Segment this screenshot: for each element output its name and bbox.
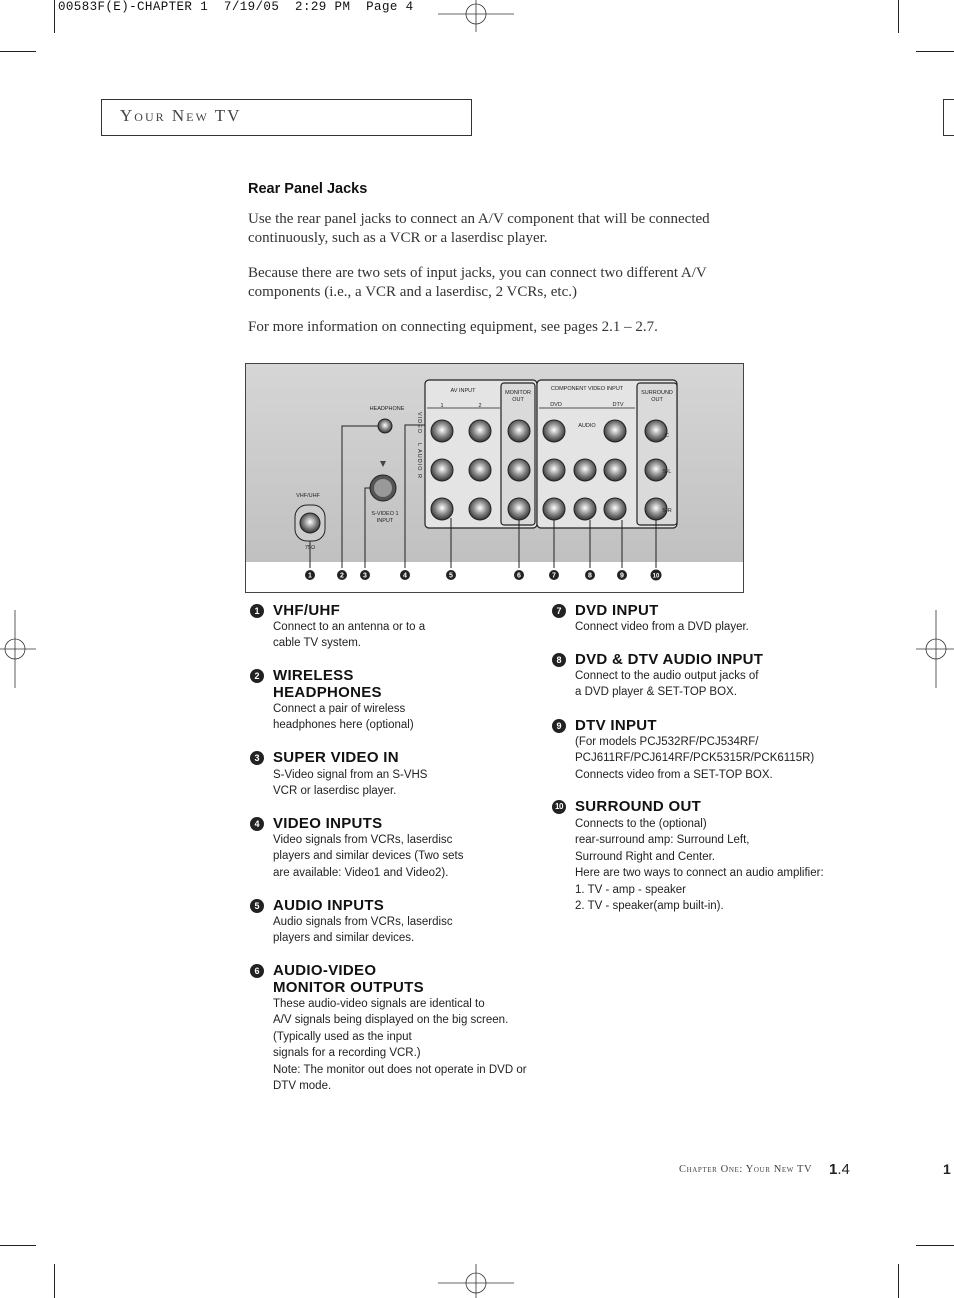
label-surround-out: OUT: [651, 397, 663, 403]
callout-5: 5: [449, 572, 453, 580]
page-minor: .4: [837, 1161, 850, 1178]
callout-9: 9: [620, 572, 624, 580]
item-title: DTV INPUT: [575, 717, 657, 734]
item-number: 5: [250, 899, 264, 913]
callout-badges: [305, 570, 662, 581]
callout-2: 2: [340, 572, 344, 580]
label-c: C: [665, 433, 669, 439]
thumb-tab: [943, 99, 954, 136]
item-body: Connect to an antenna or to a cable TV system.: [273, 621, 426, 650]
item-title: SURROUND OUT: [575, 798, 702, 815]
callout-7: 7: [552, 572, 556, 580]
label-svideo-input: INPUT: [376, 518, 394, 524]
item-title: SUPER VIDEO IN: [273, 749, 399, 766]
label-svideo: S-VIDEO 1: [371, 511, 399, 517]
label-vhf-uhf: VHF/UHF: [296, 493, 320, 499]
callout-8: 8: [588, 572, 592, 580]
label-av1: 1: [440, 403, 444, 409]
item-body: Audio signals from VCRs, laserdisc players and similar devices.: [273, 916, 453, 945]
item-number: 1: [250, 604, 264, 618]
callout-6: 6: [517, 572, 521, 580]
headphone-jack: [378, 419, 392, 433]
label-surround: SURROUND: [641, 390, 673, 396]
label-sr: S-R: [662, 508, 672, 514]
callout-3: 3: [363, 572, 367, 580]
item-title: VIDEO INPUTS: [273, 815, 383, 832]
item-title: AUDIO INPUTS: [273, 897, 385, 914]
item-title: DVD & DTV AUDIO INPUT: [575, 651, 764, 668]
callout-10: 10: [652, 573, 660, 580]
callout-4: 4: [403, 572, 407, 580]
paragraph: Because there are two sets of input jacks, you can connect two different A/V components (i.e., a VCR and a laserdisc, 2 VCRs, etc.): [248, 265, 707, 300]
item-number: 4: [250, 817, 264, 831]
item-title: VHF/UHF: [273, 602, 341, 619]
item-body: These audio-video signals are identical to A/V signals being displayed on the big screen. (Typically used as the input signals for a recording VCR.) Note: The monitor out does not operate in DVD or DTV mode.: [273, 998, 527, 1093]
label-sl: S-L: [662, 469, 672, 475]
label-monitor: MONITOR: [505, 390, 531, 396]
label-dvd: DVD: [550, 402, 562, 408]
label-component: COMPONENT VIDEO INPUT: [550, 386, 624, 392]
item-body: Connect to the audio output jacks of a DVD player & SET-TOP BOX.: [575, 670, 759, 699]
item-body: Video signals from VCRs, laserdisc players and similar devices (Two sets are available: Video1 and Video2).: [273, 834, 464, 879]
item-number: 6: [250, 964, 264, 978]
label-ohm: 75Ω: [304, 545, 316, 551]
footer-chapter: Chapter One: Your New TV: [679, 1164, 813, 1175]
rear-panel-drawing: [245, 363, 744, 593]
item-number: 7: [552, 604, 566, 618]
page-header-title: Your New TV: [120, 106, 242, 125]
item-title: AUDIO-VIDEO MONITOR OUTPUTS: [273, 962, 424, 996]
item-number: 2: [250, 669, 264, 683]
section-title: Rear Panel Jacks: [248, 181, 368, 197]
item-number: 10: [552, 800, 566, 814]
paragraph: Use the rear panel jacks to connect an A/V component that will be connected continuously, such as a VCR or a laserdisc player.: [248, 211, 710, 246]
label-monitor-out: OUT: [512, 397, 524, 403]
label-video-vertical: VIDEO: [416, 411, 422, 435]
item-title: DVD INPUT: [575, 602, 659, 619]
item-title: WIRELESS HEADPHONES: [273, 667, 382, 701]
item-body: S-Video signal from an S-VHS VCR or laserdisc player.: [273, 769, 428, 798]
label-av2: 2: [478, 403, 482, 409]
paragraph: For more information on connecting equipment, see pages 2.1 – 2.7.: [248, 319, 658, 335]
item-number: 9: [552, 719, 566, 733]
item-body: (For models PCJ532RF/PCJ534RF/ PCJ611RF/PCJ614RF/PCK5315R/PCK6115R) Connects video from a SET-TOP BOX.: [575, 736, 815, 781]
label-headphone: HEADPHONE: [369, 406, 405, 412]
item-body: Connects to the (optional) rear-surround amp: Surround Left, Surround Right and Center. Here are two ways to connect an audio amplifier: 1. TV - amp - speaker 2. TV - speaker(amp built-in).: [575, 818, 824, 913]
label-dtv: DTV: [612, 402, 624, 408]
item-number: 8: [552, 653, 566, 667]
label-audio: AUDIO: [578, 423, 596, 429]
item-body: Connect a pair of wireless headphones here (optional): [273, 703, 414, 732]
item-body: Connect video from a DVD player.: [575, 621, 749, 633]
footer-page-number: [829, 1161, 850, 1178]
callout-1: 1: [308, 572, 312, 580]
slug-line: 00583F(E)-CHAPTER 1 7/19/05 2:29 PM Page 4: [58, 0, 414, 14]
item-number: 3: [250, 751, 264, 765]
side-page-number: 1: [943, 1161, 951, 1177]
label-av-input: AV INPUT: [450, 388, 476, 394]
page-major: 1: [829, 1161, 838, 1178]
label-audio-vertical: L AUDIO R: [416, 443, 422, 479]
